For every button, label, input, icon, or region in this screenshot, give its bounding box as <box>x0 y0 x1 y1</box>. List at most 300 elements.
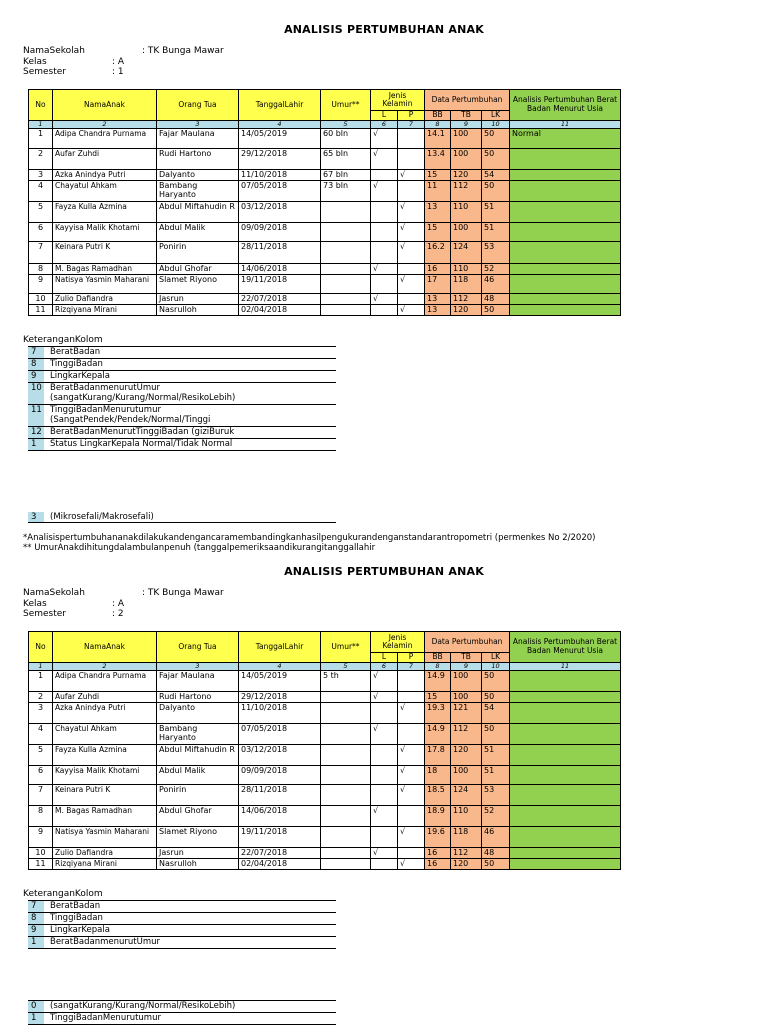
cell-bb: 16 <box>425 847 451 858</box>
ket-text: BeratBadan <box>50 901 101 911</box>
cell-analisis <box>510 201 621 222</box>
cell-lk: 46 <box>482 826 510 847</box>
cell-p: √ <box>398 826 425 847</box>
cell-p: √ <box>398 784 425 805</box>
cell-tgl: 19/11/2018 <box>239 274 321 293</box>
col-l: L <box>371 653 398 663</box>
cell-l <box>371 222 398 241</box>
cell-nama: Aufar Zuhdi <box>53 148 157 169</box>
cell-lk: 46 <box>482 274 510 293</box>
col-data: Data Pertumbuhan <box>425 632 510 653</box>
cell-bb: 11 <box>425 180 451 201</box>
table-row <box>29 263 621 274</box>
class-value: : A <box>112 56 125 67</box>
cell-tb: 120 <box>451 744 482 765</box>
cell-bb: 17 <box>425 274 451 293</box>
cell-tb: 120 <box>451 858 482 869</box>
cell-lk: 48 <box>482 847 510 858</box>
cell-no: 4 <box>29 723 53 744</box>
cell-umur: 60 bln <box>321 128 371 148</box>
cell-analisis <box>510 847 621 858</box>
cell-umur <box>321 691 371 702</box>
cell-ortu: Fajar Maulana <box>157 128 239 148</box>
cell-nama: Zulio Dafiandra <box>53 293 157 304</box>
ket-title: KeteranganKolom <box>23 335 103 345</box>
cell-tgl: 11/10/2018 <box>239 169 321 180</box>
ket-num: 0 <box>28 1001 44 1012</box>
cell-tgl: 29/12/2018 <box>239 691 321 702</box>
cell-tgl: 07/05/2018 <box>239 723 321 744</box>
table-row <box>29 826 621 847</box>
col-p: P <box>398 111 425 121</box>
cell-umur <box>321 858 371 869</box>
ket-num: 11 <box>28 405 44 426</box>
cell-tb: 118 <box>451 826 482 847</box>
cell-bb: 18 <box>425 765 451 784</box>
cell-nama: Adipa Chandra Purnama <box>53 128 157 148</box>
ket-text: TinggiBadan <box>50 913 103 923</box>
ket-text: (sangatKurang/Kurang/Normal/ResikoLebih) <box>50 1001 236 1011</box>
cell-no: 1 <box>29 670 53 691</box>
cell-umur <box>321 784 371 805</box>
cell-l: √ <box>371 180 398 201</box>
cell-l <box>371 304 398 315</box>
table-row <box>29 180 621 201</box>
cell-lk: 50 <box>482 148 510 169</box>
table-row <box>29 128 621 148</box>
cell-lk: 53 <box>482 784 510 805</box>
cell-p <box>398 180 425 201</box>
ket-item <box>28 405 336 427</box>
ket-num: 10 <box>28 383 44 404</box>
cell-tb: 121 <box>451 702 482 723</box>
cell-tb: 100 <box>451 148 482 169</box>
ket-text: TinggiBadan <box>50 359 103 369</box>
cell-ortu: Bambang Haryanto <box>157 180 239 201</box>
cell-bb: 18.9 <box>425 805 451 826</box>
col-number: 5 <box>321 662 371 670</box>
col-tb: TB <box>451 111 482 121</box>
cell-ortu: Nasrulloh <box>157 304 239 315</box>
growth-table-semester-1 <box>28 89 621 316</box>
cell-umur <box>321 847 371 858</box>
col-lk: LK <box>482 111 510 121</box>
cell-analisis <box>510 180 621 201</box>
cell-analisis <box>510 691 621 702</box>
cell-tgl: 03/12/2018 <box>239 744 321 765</box>
cell-no: 7 <box>29 784 53 805</box>
cell-l <box>371 169 398 180</box>
cell-no: 1 <box>29 128 53 148</box>
col-number: 9 <box>451 662 482 670</box>
col-nama: NamaAnak <box>53 632 157 663</box>
cell-umur <box>321 222 371 241</box>
class-value: : A <box>112 598 125 609</box>
cell-tb: 100 <box>451 691 482 702</box>
semester-label: Semester <box>23 609 67 619</box>
col-bb: BB <box>425 111 451 121</box>
cell-l: √ <box>371 847 398 858</box>
cell-bb: 14.1 <box>425 128 451 148</box>
cell-tb: 100 <box>451 222 482 241</box>
semester-label: Semester <box>23 67 67 77</box>
cell-no: 8 <box>29 805 53 826</box>
cell-analisis <box>510 274 621 293</box>
table-row <box>29 858 621 869</box>
school-label: NamaSekolah <box>23 46 85 56</box>
cell-analisis <box>510 169 621 180</box>
table-row <box>29 293 621 304</box>
cell-no: 3 <box>29 702 53 723</box>
cell-analisis: Normal <box>510 128 621 148</box>
col-tb: TB <box>451 653 482 663</box>
cell-tgl: 02/04/2018 <box>239 304 321 315</box>
ket-num: 7 <box>28 347 44 358</box>
cell-lk: 53 <box>482 241 510 263</box>
cell-ortu: Abdul Ghofar <box>157 805 239 826</box>
cell-bb: 13 <box>425 293 451 304</box>
cell-no: 11 <box>29 858 53 869</box>
table-row <box>29 691 621 702</box>
cell-l: √ <box>371 263 398 274</box>
school-value: : TK Bunga Mawar <box>142 588 224 598</box>
cell-bb: 16 <box>425 858 451 869</box>
ket-num: 12 <box>28 427 44 438</box>
cell-bb: 17.8 <box>425 744 451 765</box>
cell-tgl: 22/07/2018 <box>239 847 321 858</box>
col-bb: BB <box>425 653 451 663</box>
cell-umur <box>321 723 371 744</box>
cell-analisis <box>510 293 621 304</box>
ket-text: Status LingkarKepala Normal/Tidak Normal <box>50 439 233 449</box>
col-number: 7 <box>398 662 425 670</box>
col-number: 11 <box>510 120 621 128</box>
cell-lk: 50 <box>482 858 510 869</box>
ket-num: 1 <box>28 1013 44 1024</box>
col-number: 1 <box>29 662 53 670</box>
cell-umur <box>321 744 371 765</box>
cell-nama: Keinara Putri K <box>53 241 157 263</box>
ket-list-2 <box>28 900 336 949</box>
table-row <box>29 241 621 263</box>
col-p: P <box>398 653 425 663</box>
ket-text: LingkarKepala <box>50 371 110 381</box>
ket-title-2: KeteranganKolom <box>23 889 103 899</box>
table-row <box>29 847 621 858</box>
cell-tgl: 14/05/2019 <box>239 128 321 148</box>
col-data: Data Pertumbuhan <box>425 90 510 111</box>
cell-tb: 100 <box>451 765 482 784</box>
cell-no: 10 <box>29 293 53 304</box>
cell-l: √ <box>371 670 398 691</box>
page-title: ANALISIS PERTUMBUHAN ANAK <box>284 23 484 36</box>
ket-item <box>28 1001 336 1013</box>
cell-umur <box>321 201 371 222</box>
cell-no: 6 <box>29 222 53 241</box>
cell-nama: Natisya Yasmin Maharani <box>53 274 157 293</box>
cell-l <box>371 744 398 765</box>
cell-tb: 112 <box>451 293 482 304</box>
cell-analisis <box>510 222 621 241</box>
ket-item <box>28 359 336 371</box>
ket-item <box>28 383 336 405</box>
table-row <box>29 723 621 744</box>
cell-p: √ <box>398 858 425 869</box>
cell-lk: 50 <box>482 723 510 744</box>
cell-lk: 51 <box>482 744 510 765</box>
table-row <box>29 304 621 315</box>
cell-umur <box>321 765 371 784</box>
school-value: : TK Bunga Mawar <box>142 46 224 56</box>
cell-lk: 50 <box>482 128 510 148</box>
cell-bb: 15 <box>425 691 451 702</box>
table-row <box>29 169 621 180</box>
col-number: 3 <box>157 662 239 670</box>
cell-l: √ <box>371 805 398 826</box>
col-no: No <box>29 90 53 121</box>
col-l: L <box>371 111 398 121</box>
col-number: 8 <box>425 120 451 128</box>
cell-nama: Keinara Putri K <box>53 784 157 805</box>
cell-nama: Azka Anindya Putri <box>53 169 157 180</box>
cell-l: √ <box>371 128 398 148</box>
table-row <box>29 222 621 241</box>
table-row <box>29 702 621 723</box>
cell-bb: 16.2 <box>425 241 451 263</box>
cell-no: 2 <box>29 148 53 169</box>
cell-tgl: 14/06/2018 <box>239 263 321 274</box>
cell-bb: 15 <box>425 169 451 180</box>
col-number: 4 <box>239 120 321 128</box>
cell-analisis <box>510 702 621 723</box>
cell-tb: 100 <box>451 128 482 148</box>
col-jk: Jenis Kelamin <box>371 90 425 111</box>
cell-analisis <box>510 744 621 765</box>
col-number: 5 <box>321 120 371 128</box>
col-analisis: Analisis Pertumbuhan Berat Badan Menurut Usia <box>510 632 621 663</box>
table-row <box>29 805 621 826</box>
cell-tb: 110 <box>451 263 482 274</box>
cell-tgl: 11/10/2018 <box>239 702 321 723</box>
cell-lk: 50 <box>482 304 510 315</box>
table-row <box>29 148 621 169</box>
cell-tgl: 09/09/2018 <box>239 222 321 241</box>
cell-tgl: 02/04/2018 <box>239 858 321 869</box>
cell-tb: 118 <box>451 274 482 293</box>
cell-analisis <box>510 263 621 274</box>
ket-list-extra <box>28 512 336 523</box>
cell-bb: 13.4 <box>425 148 451 169</box>
cell-lk: 52 <box>482 263 510 274</box>
cell-umur <box>321 805 371 826</box>
cell-p <box>398 847 425 858</box>
cell-l <box>371 765 398 784</box>
cell-ortu: Abdul Miftahudin R <box>157 744 239 765</box>
ket-num: 1 <box>28 439 44 450</box>
cell-ortu: Nasrulloh <box>157 858 239 869</box>
cell-ortu: Abdul Ghofar <box>157 263 239 274</box>
cell-bb: 19.6 <box>425 826 451 847</box>
col-umur: Umur** <box>321 90 371 121</box>
class-label: Kelas <box>23 56 47 67</box>
ket-text: TinggiBadanMenurutumur <box>50 1013 161 1023</box>
cell-tb: 112 <box>451 723 482 744</box>
col-analisis: Analisis Pertumbuhan Berat Badan Menurut Usia <box>510 90 621 121</box>
cell-p: √ <box>398 241 425 263</box>
col-umur: Umur** <box>321 632 371 663</box>
cell-analisis <box>510 805 621 826</box>
cell-nama: Fayza Kulla Azmina <box>53 201 157 222</box>
cell-ortu: Rudi Hartono <box>157 148 239 169</box>
ket-item <box>28 439 336 451</box>
cell-umur <box>321 702 371 723</box>
ket-item <box>28 347 336 359</box>
cell-tb: 124 <box>451 241 482 263</box>
cell-bb: 14.9 <box>425 670 451 691</box>
cell-p: √ <box>398 702 425 723</box>
cell-p: √ <box>398 765 425 784</box>
cell-l <box>371 702 398 723</box>
table-row <box>29 201 621 222</box>
cell-nama: M. Bagas Ramadhan <box>53 805 157 826</box>
cell-lk: 52 <box>482 805 510 826</box>
cell-tb: 110 <box>451 201 482 222</box>
ket-num: 8 <box>28 359 44 370</box>
col-number: 10 <box>482 662 510 670</box>
cell-tb: 112 <box>451 180 482 201</box>
cell-ortu: Slamet Riyono <box>157 274 239 293</box>
page-title-2: ANALISIS PERTUMBUHAN ANAK <box>284 565 484 578</box>
cell-tb: 110 <box>451 805 482 826</box>
cell-lk: 48 <box>482 293 510 304</box>
cell-p: √ <box>398 304 425 315</box>
cell-umur <box>321 263 371 274</box>
ket-text: BeratBadanmenurutUmur <box>50 937 161 947</box>
col-number: 6 <box>371 662 398 670</box>
cell-umur: 65 bln <box>321 148 371 169</box>
table-row <box>29 744 621 765</box>
cell-ortu: Fajar Maulana <box>157 670 239 691</box>
cell-tgl: 09/09/2018 <box>239 765 321 784</box>
cell-l <box>371 826 398 847</box>
cell-no: 3 <box>29 169 53 180</box>
col-nama: NamaAnak <box>53 90 157 121</box>
cell-p: √ <box>398 201 425 222</box>
col-number: 2 <box>53 662 157 670</box>
ket-text: BeratBadanmenurutUmur (sangatKurang/Kurang/Normal/ResikoLebih) <box>50 383 236 403</box>
school-label: NamaSekolah <box>23 588 85 598</box>
cell-l: √ <box>371 691 398 702</box>
ket-num: 7 <box>28 901 44 912</box>
col-jk: Jenis Kelamin <box>371 632 425 653</box>
ket-item <box>28 913 336 925</box>
cell-l <box>371 201 398 222</box>
cell-bb: 13 <box>425 201 451 222</box>
ket-text: TinggiBadanMenurutumur (SangatPendek/Pendek/Normal/Tinggi <box>50 405 211 425</box>
cell-tgl: 29/12/2018 <box>239 148 321 169</box>
col-number: 4 <box>239 662 321 670</box>
cell-analisis <box>510 723 621 744</box>
ket-item <box>28 1013 336 1025</box>
cell-nama: Chayatul Ahkam <box>53 180 157 201</box>
cell-lk: 50 <box>482 691 510 702</box>
cell-p: √ <box>398 169 425 180</box>
ket-num: 9 <box>28 925 44 936</box>
cell-umur <box>321 293 371 304</box>
cell-nama: Adipa Chandra Purnama <box>53 670 157 691</box>
ket-item <box>28 371 336 383</box>
cell-no: 5 <box>29 744 53 765</box>
col-number: 3 <box>157 120 239 128</box>
col-tgl: TanggalLahir <box>239 90 321 121</box>
cell-nama: Rizqiyana Mirani <box>53 858 157 869</box>
cell-tgl: 07/05/2018 <box>239 180 321 201</box>
cell-umur <box>321 304 371 315</box>
ket-list <box>28 346 336 451</box>
table-row <box>29 274 621 293</box>
cell-no: 8 <box>29 263 53 274</box>
col-ortu: Orang Tua <box>157 90 239 121</box>
cell-bb: 18.5 <box>425 784 451 805</box>
cell-l <box>371 784 398 805</box>
cell-bb: 13 <box>425 304 451 315</box>
cell-nama: Aufar Zuhdi <box>53 691 157 702</box>
cell-bb: 15 <box>425 222 451 241</box>
cell-tb: 112 <box>451 847 482 858</box>
col-number: 9 <box>451 120 482 128</box>
cell-nama: Kayyisa Malik Khotami <box>53 765 157 784</box>
cell-tb: 100 <box>451 670 482 691</box>
cell-l: √ <box>371 723 398 744</box>
cell-ortu: Jasrun <box>157 293 239 304</box>
cell-umur <box>321 826 371 847</box>
cell-l <box>371 274 398 293</box>
semester-value: : 1 <box>112 67 124 77</box>
table-row <box>29 670 621 691</box>
cell-ortu: Ponirin <box>157 241 239 263</box>
semester-value: : 2 <box>112 609 124 619</box>
cell-p <box>398 293 425 304</box>
cell-tgl: 28/11/2018 <box>239 784 321 805</box>
cell-lk: 50 <box>482 180 510 201</box>
cell-bb: 14.9 <box>425 723 451 744</box>
table-row <box>29 784 621 805</box>
cell-p <box>398 805 425 826</box>
cell-analisis <box>510 765 621 784</box>
cell-ortu: Abdul Malik <box>157 765 239 784</box>
cell-no: 7 <box>29 241 53 263</box>
cell-p <box>398 691 425 702</box>
cell-ortu: Slamet Riyono <box>157 826 239 847</box>
cell-no: 5 <box>29 201 53 222</box>
cell-tb: 124 <box>451 784 482 805</box>
col-number: 11 <box>510 662 621 670</box>
cell-tgl: 03/12/2018 <box>239 201 321 222</box>
cell-no: 4 <box>29 180 53 201</box>
col-no: No <box>29 632 53 663</box>
cell-lk: 54 <box>482 169 510 180</box>
cell-analisis <box>510 826 621 847</box>
cell-ortu: Rudi Hartono <box>157 691 239 702</box>
ket-text: LingkarKepala <box>50 925 110 935</box>
cell-l <box>371 241 398 263</box>
cell-nama: M. Bagas Ramadhan <box>53 263 157 274</box>
table-row <box>29 765 621 784</box>
cell-nama: Rizqiyana Mirani <box>53 304 157 315</box>
ket-item <box>28 925 336 937</box>
col-number: 7 <box>398 120 425 128</box>
cell-p: √ <box>398 274 425 293</box>
